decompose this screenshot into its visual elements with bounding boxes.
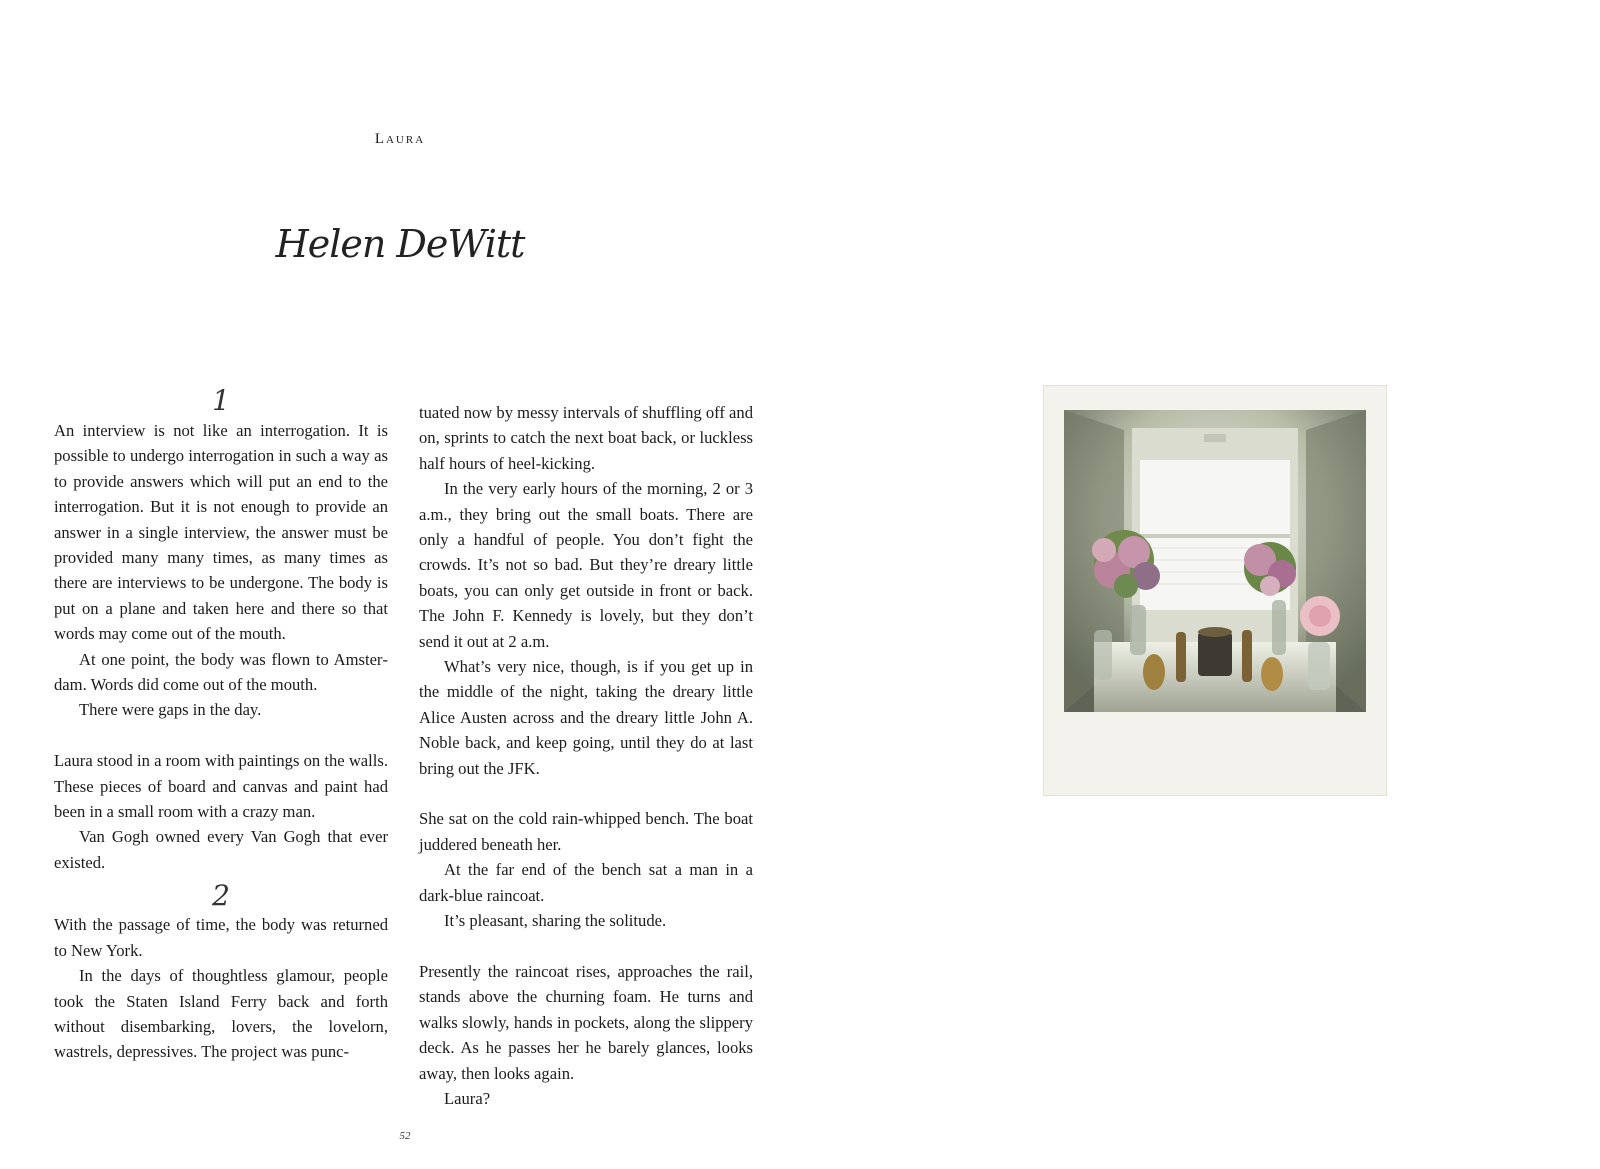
paragraph: With the passage of time, the body was returned to New York. [54, 915, 388, 960]
paragraph: Laura? [444, 1088, 491, 1108]
window-flowers-photo [1064, 410, 1366, 712]
right-text-column [419, 400, 753, 1111]
paragraph: tuated now by messy intervals of shuffling off and on, sprints to catch the next boat back, or luckless half hours of heel-kicking. [419, 403, 753, 473]
left-text-column [54, 384, 388, 1065]
section-number-2: 2 [212, 879, 230, 913]
running-head: Laura [374, 131, 426, 147]
paragraph: Van Gogh owned every Van Gogh that ever existed. [54, 827, 388, 872]
paragraph: Presently the raincoat rises, approaches the rail, stands above the churning foam. He turns and walks slowly, hands in pockets, along the slippery deck. As he passes her he barely glances, looks away, then looks again. [419, 961, 753, 1083]
paragraph: At the far end of the bench sat a man in a dark-blue raincoat. [419, 860, 753, 905]
section-number-1: 1 [212, 384, 230, 417]
paragraph: What’s very nice, though, is if you get up in the middle of the night, taking the dreary little Alice Austen across and the dreary little John A. Noble back, and keep going, until they do at last bring out the JFK. [419, 657, 753, 778]
paragraph: She sat on the cold rain-whipped bench. The boat juddered beneath her. [419, 809, 753, 854]
paragraph: An interview is not like an interrogation. It is possible to undergo interrogation in such a way as to provide answers which will put an end to the interrogation. But it is not enough to provide an answer in a single interview, the answer must be provided many many times, as many times as there are interviews to be undergone. The body is put on a plane and taken here and there so that words may come out of the mouth. [54, 421, 388, 644]
paragraph: At one point, the body was flown to Amsterdam. Words did come out of the mouth. [54, 649, 388, 695]
paragraph: There were gaps in the day. [79, 700, 262, 720]
paragraph: In the days of thoughtless glamour, people took the Staten Island Ferry back and forth without disembarking, lovers, the lovelorn, wastrels, depressives. The project was punc- [54, 966, 388, 1062]
paragraph: It’s pleasant, sharing the solitude. [444, 911, 667, 931]
page-number: 52 [399, 1130, 411, 1142]
author-signature: Helen DeWitt [275, 222, 525, 266]
polaroid-photo [1044, 386, 1386, 795]
paragraph: Laura stood in a room with paintings on the walls. These pieces of board and canvas and paint had been in a small room with a crazy man. [54, 751, 388, 822]
paragraph: In the very early hours of the morning, 2 or 3 a.m., they bring out the small boats. There are only a handful of people. You don’t fight the crowds. It’s not so bad. But they’re dreary little boats, you can only get outside in front or back. The John F. Kennedy is lovely, but they don’t send it out at 2 a.m. [419, 479, 753, 651]
